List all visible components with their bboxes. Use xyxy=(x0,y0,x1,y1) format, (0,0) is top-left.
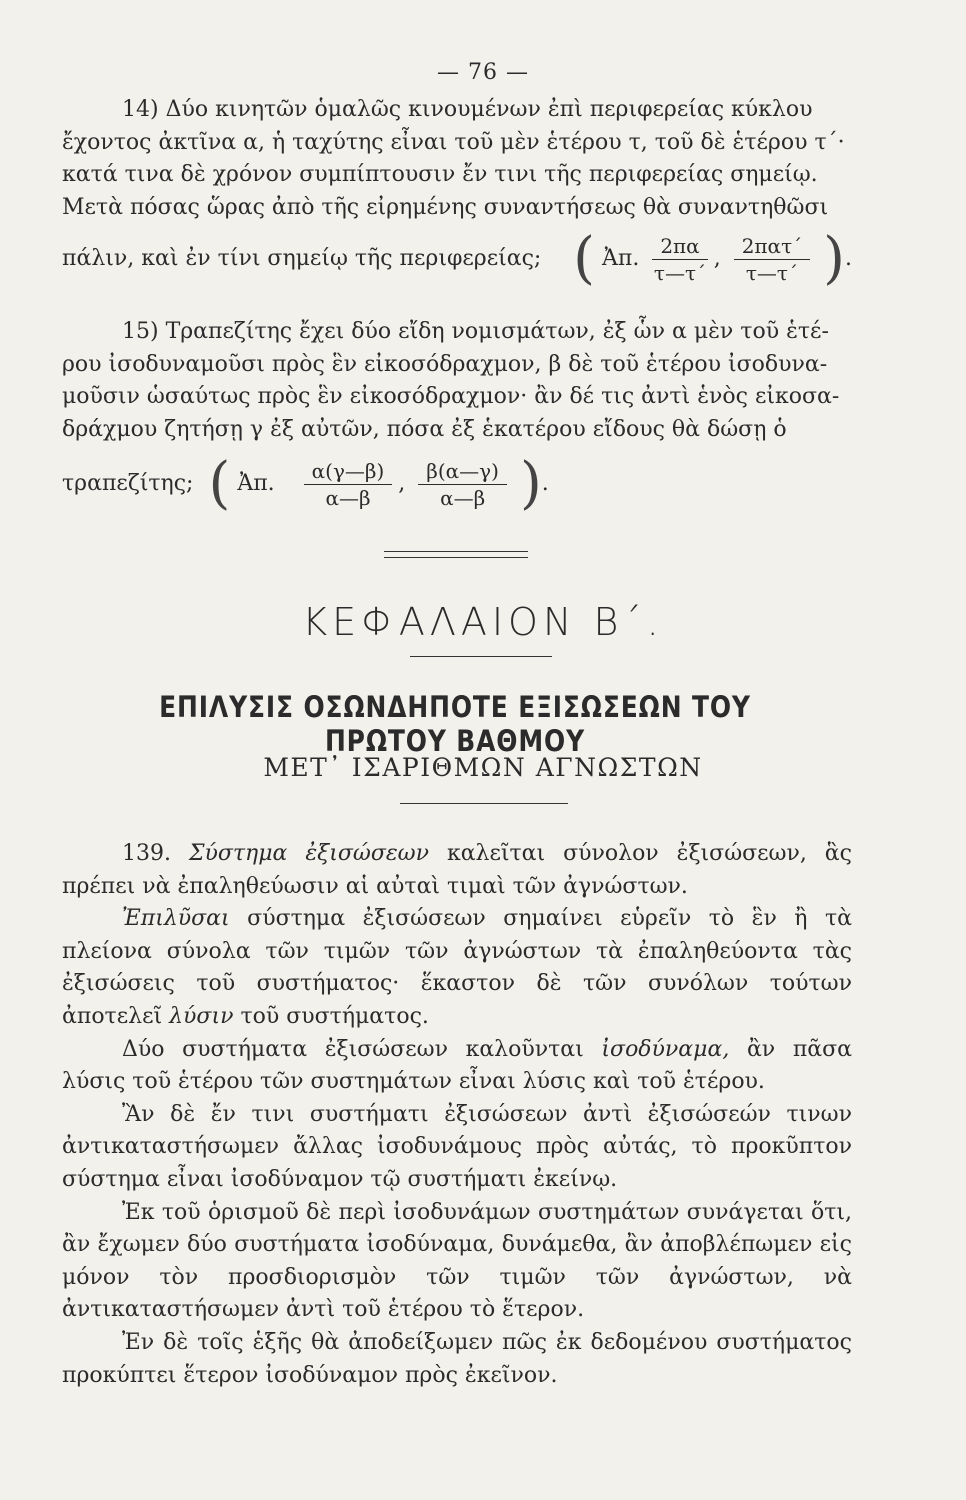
section-heading-sub: ΜΕΤ᾽ ΙΣΑΡΙΘΜΩΝ ΑΓΝΩΣΤΩΝ xyxy=(263,753,703,782)
paragraph-equivalent: Δύο συστήματα ἐξισώσεων καλοῦνται ἰσοδύναμα, ἂν πᾶσα λύσις τοῦ ἑτέρου τῶν συστημάτων εἶναι λύσις καὶ τοῦ ἑτέρου. xyxy=(62,1036,853,1095)
problem-14-last-line: πάλιν, καὶ ἐν τίνι σημείῳ τῆς περιφερείας; xyxy=(62,246,542,272)
answer-fraction-2: $\frac{\beta(\alpha—\gamma)}{\alpha—\beta}$ xyxy=(418,458,507,511)
problem-15-line-4: δράχμου ζητήσῃ γ ἐξ αὐτῶν, πόσα ἐξ ἑκατέρου εἴδους θὰ δώσῃ ὁ xyxy=(62,416,787,442)
problem-14 xyxy=(62,94,852,294)
problem-14-line-1: 14) Δύο κινητῶν ὁμαλῶς κινουμένων ἐπὶ περιφερείας κύκλου xyxy=(122,97,813,122)
paragraph-substitution: Ἂν δὲ ἔν τινι συστήματι ἐξισώσεων ἀντὶ ἐξισώσεών τινων ἀντικαταστήσωμεν ἄλλας ἰσοδυνάμους πρὸς αὐτάς, τὸ προκῦπτον σύστημα εἶναι ἰσοδύναμον τῷ συστήματι ἐκείνῳ. xyxy=(62,1101,852,1192)
problem-15-last-line: τραπεζίτης; xyxy=(62,471,194,497)
problem-15-line-3: μοῦσιν ὡσαύτως πρὸς ἓν εἰκοσόδραχμον· ἂν δέ τις ἀντὶ ἑνὸς εἰκοσα- xyxy=(62,384,840,410)
problem-14-line-3: κατά τινα δὲ χρόνον συμπίπτουσιν ἔν τινι τῆς περιφερείας σημείῳ. xyxy=(62,162,818,188)
section-number: 139. xyxy=(122,841,171,866)
chapter-underline xyxy=(410,656,552,657)
problem-15-line-2: ρου ἰσοδυναμοῦσι πρὸς ἓν εἰκοσόδραχμον, β δὲ τοῦ ἑτέρου ἰσοδυνα- xyxy=(62,351,828,377)
answer-fraction-1: $\frac{2\pi\alpha}{\tau—\tau΄}$ xyxy=(653,233,707,285)
answer-prefix: Ἀπ. xyxy=(237,471,275,497)
paragraph-139: 139. Σύστημα ἐξισώσεων καλεῖται σύνολον ἐξισώσεων, ἃς πρέπει νὰ ἐπαληθεύωσιν αἱ αὐταὶ τιμαὶ τῶν ἀγνώστων. xyxy=(62,841,852,899)
paragraph-definition-consequence: Ἐκ τοῦ ὁρισμοῦ δὲ περὶ ἰσοδυνάμων συστημάτων συνάγεται ὅτι, ἂν ἔχωμεν δύο συστήματα ἰσοδύναμα, δυνάμεθα, ἂν ἀποβλέπωμεν εἰς μόνον τὸν προσδιορισμὸν τῶν τιμῶν τῶν ἀγνώστων, νὰ ἀντικαταστήσωμεν ἀντὶ τοῦ ἑτέρου τὸ ἕτερον. xyxy=(62,1199,852,1323)
problem-14-line-2: ἔχοντος ἀκτῖνα α, ἡ ταχύτης εἶναι τοῦ μὲν ἑτέρου τ, τοῦ δὲ ἑτέρου τ΄· xyxy=(62,129,845,155)
answer-prefix: Ἀπ. xyxy=(601,246,640,272)
answer-fraction-1: $\frac{\alpha(\gamma—\beta)}{\alpha—\beta}$ xyxy=(304,458,393,511)
term-solve: Ἐπιλῦσαι xyxy=(122,906,230,932)
problem-15-answer-line: τραπεζίτης; ( Ἀπ. $\frac{\alpha(\gamma—\beta)}{\alpha—\beta}$ , $\frac{\beta(\alpha—\gamma)}{\alpha—\beta}$ ). xyxy=(62,451,549,517)
answer-fraction-2: $\frac{\text{2πατ΄}}{\tau—\tau΄}$ xyxy=(734,233,810,286)
problem-15 xyxy=(62,316,852,522)
body-text xyxy=(62,838,852,1392)
term-equivalent: ἰσοδύναμα, xyxy=(601,1036,730,1062)
section-heading-main: ΕΠΙΛΥΣΙΣ ΟΣΩΝΔΗΠΟΤΕ ΕΞΙΣΩΣΕΩΝ ΤΟΥ ΠΡΩΤΟΥ ΒΑΘΜΟΥ xyxy=(159,690,751,758)
problem-14-answer: ( Ἀπ. $\frac{2\pi\alpha}{\tau—\tau΄}$ , $\frac{\text{2πατ΄}}{\tau—\tau΄}$ ). xyxy=(573,226,852,292)
heading-underline xyxy=(400,803,568,804)
problem-14-answer-line xyxy=(62,224,852,294)
problem-14-line-4: Μετὰ πόσας ὥρας ἀπὸ τῆς εἰρημένης συναντήσεως θὰ συναντηθῶσι xyxy=(62,194,829,220)
page-number: — 76 — xyxy=(437,60,529,85)
chapter-title: ΚΕΦΑΛΑΙΟΝ Β΄. xyxy=(302,600,664,644)
paragraph-following: Ἐν δὲ τοῖς ἑξῆς θὰ ἀποδείξωμεν πῶς ἐκ δεδομένου συστήματος προκύπτει ἕτερον ἰσοδύναμον πρὸς ἐκεῖνον. xyxy=(62,1329,852,1388)
double-rule-divider xyxy=(384,551,528,558)
problem-15-line-1: 15) Τραπεζίτης ἔχει δύο εἴδη νομισμάτων, ἐξ ὧν α μὲν τοῦ ἑτέ- xyxy=(122,319,829,344)
term-system: Σύστημα ἐξισώσεων xyxy=(188,841,429,866)
paragraph-solve: Ἐπιλῦσαι σύστημα ἐξισώσεων σημαίνει εὑρεῖν τὸ ἓν ἢ τὰ πλείονα σύνολα τῶν τιμῶν τῶν ἀγνώστων τὰ ἐπαληθεύοντα τὰς ἐξισώσεις τοῦ συστήματος· ἕκαστον δὲ τῶν συνόλων τούτων ἀποτελεῖ λύσιν τοῦ συστήματος. xyxy=(62,906,853,1029)
term-solution: λύσιν xyxy=(169,1003,234,1029)
